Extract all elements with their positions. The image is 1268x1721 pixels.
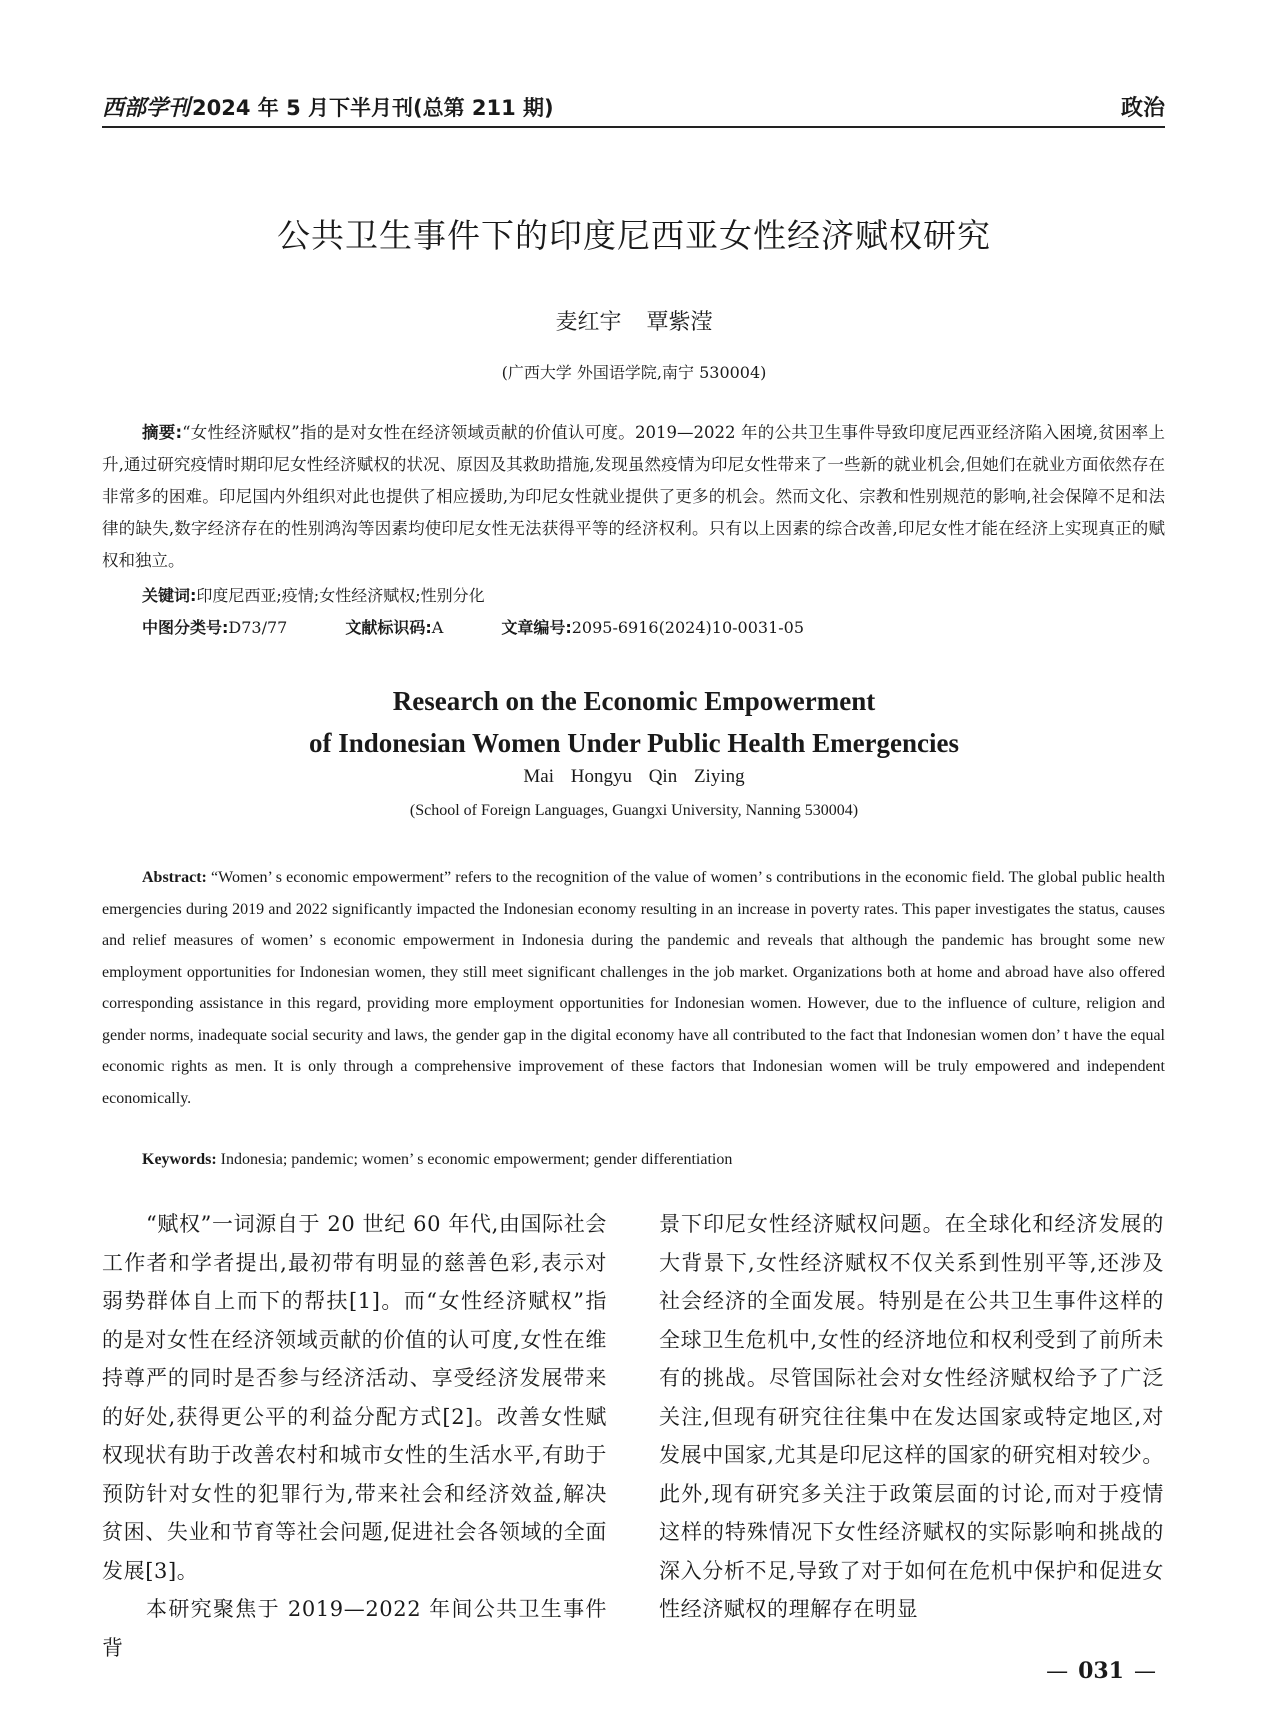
- body-paragraph: 景下印尼女性经济赋权问题。在全球化和经济发展的大背景下,女性经济赋权不仅关系到性别平等,还涉及社会经济的全面发展。特别是在公共卫生事件这样的全球卫生危机中,女性的经济地位和权利受到了前所未有的挑战。尽管国际社会对女性经济赋权给予了广泛关注,但现有研究往往集中在发达国家或特定地区,对发展中国家,尤其是印尼这样的国家的研究相对较少。此外,现有研究多关注于政策层面的讨论,而对于疫情这样的特殊情况下女性经济赋权的实际影响和挑战的深入分析不足,导致了对于如何在危机中保护和促进女性经济赋权的理解存在明显: [659, 1212, 1164, 1621]
- body-column-right: [659, 1205, 1164, 1629]
- page-number-value: 031: [1078, 1658, 1124, 1684]
- clc-value: D73/77: [228, 618, 288, 637]
- body-paragraph: 本研究聚焦于 2019—2022 年间公共卫生事件背: [102, 1597, 607, 1660]
- chinese-keywords: [142, 583, 485, 606]
- issue-text: 2024 年 5 月下半月刊(总第 211 期): [192, 96, 554, 120]
- chinese-authors: 麦红宇 覃紫滢: [555, 310, 713, 335]
- english-title: [0, 680, 1268, 764]
- chinese-abstract-label: 摘要:: [142, 423, 183, 442]
- english-keywords-text: Indonesia; pandemic; women’ s economic empowerment; gender differentiation: [216, 1151, 733, 1168]
- article-number-label: 文章编号:: [501, 618, 572, 637]
- chinese-keywords-label: 关键词:: [142, 586, 197, 605]
- chinese-keywords-text: 印度尼西亚;疫情;女性经济赋权;性别分化: [196, 586, 485, 605]
- classification-line: [142, 615, 862, 638]
- page-dash-right: —: [1134, 1659, 1156, 1684]
- body-paragraph: “赋权”一词源自于 20 世纪 60 年代,由国际社会工作者和学者提出,最初带有明显的慈善色彩,表示对弱势群体自上而下的帮扶[1]。而“女性经济赋权”指的是对女性在经济领域贡献的价值的认可度,女性在维持尊严的同时是否参与经济活动、享受经济发展带来的好处,获得更公平的利益分配方式[2]。改善女性赋权现状有助于改善农村和城市女性的生活水平,有助于预防针对女性的犯罪行为,带来社会和经济效益,解决贫困、失业和节育等社会问题,促进社会各领域的全面发展[3]。: [102, 1212, 607, 1583]
- page-number: [1036, 1658, 1166, 1684]
- page-dash-left: —: [1046, 1659, 1069, 1684]
- journal-logo: 西部学刊: [102, 95, 191, 121]
- article-number-value: 2095-6916(2024)10-0031-05: [571, 618, 805, 637]
- doc-code-value: A: [431, 618, 444, 637]
- running-header: [102, 86, 1165, 128]
- chinese-title: 公共卫生事件下的印度尼西亚女性经济赋权研究: [277, 216, 991, 255]
- section-label: 政治: [1120, 96, 1165, 121]
- body-column-left: [102, 1205, 607, 1667]
- doc-code-label: 文献标识码:: [345, 618, 432, 637]
- english-keywords: [142, 1151, 732, 1169]
- english-title-line-2: of Indonesian Women Under Public Health Emergencies: [308, 728, 960, 758]
- chinese-affiliation: (广西大学 外国语学院,南宁 530004): [501, 363, 767, 382]
- english-keywords-label: Keywords:: [142, 1151, 217, 1168]
- document-code: [345, 615, 443, 638]
- chinese-abstract-text: “女性经济赋权”指的是对女性在经济领域贡献的价值认可度。2019—2022 年的公共卫生事件导致印度尼西亚经济陷入困境,贫困率上升,通过研究疫情时期印尼女性经济赋权的状况、原因及其救助措施,发现虽然疫情为印尼女性带来了一些新的就业机会,但她们在就业方面依然存在非常多的困难。印尼国内外组织对此也提供了相应援助,为印尼女性就业提供了更多的机会。然而文化、宗教和性别规范的影响,社会保障不足和法律的缺失,数字经济存在的性别鸿沟等因素均使印尼女性无法获得平等的经济权利。只有以上因素的综合改善,印尼女性才能在经济上实现真正的赋权和独立。: [102, 423, 1165, 570]
- clc-label: 中图分类号:: [142, 618, 229, 637]
- journal-issue: [102, 91, 554, 122]
- english-authors: Mai Hongyu Qin Ziying: [523, 766, 745, 787]
- english-affiliation: (School of Foreign Languages, Guangxi University, Nanning 530004): [409, 802, 859, 819]
- article-number: [501, 615, 804, 638]
- chinese-abstract: [102, 417, 1165, 577]
- english-abstract-text: “Women’ s economic empowerment” refers to the recognition of the value of women’ s contributions in the economic field. The global public health emergencies during 2019 and 2022 significantly impacted the Indonesian economy resulting in an increase in poverty rates. This paper investigates the status, causes and relief measures of women’ s economic empowerment in Indonesia during the pandemic and reveals that although the pandemic has brought some new employment opportunities for Indonesian women, they still meet significant challenges in the job market. Organizations both at home and abroad have also offered corresponding assistance in this regard, providing more employment opportunities for Indonesian women. However, due to the influence of culture, religion and gender norms, inadequate social security and laws, the gender gap in the digital economy have all contributed to the fact that Indonesian women don’ t have the equal economic rights as men. It is only through a comprehensive improvement of these factors that Indonesian women will be truly empowered and independent economically.: [102, 869, 1165, 1107]
- english-title-line-1: Research on the Economic Empowerment: [392, 686, 876, 716]
- english-abstract: [102, 862, 1165, 1114]
- english-abstract-label: Abstract:: [142, 869, 207, 886]
- clc-number: [142, 615, 287, 638]
